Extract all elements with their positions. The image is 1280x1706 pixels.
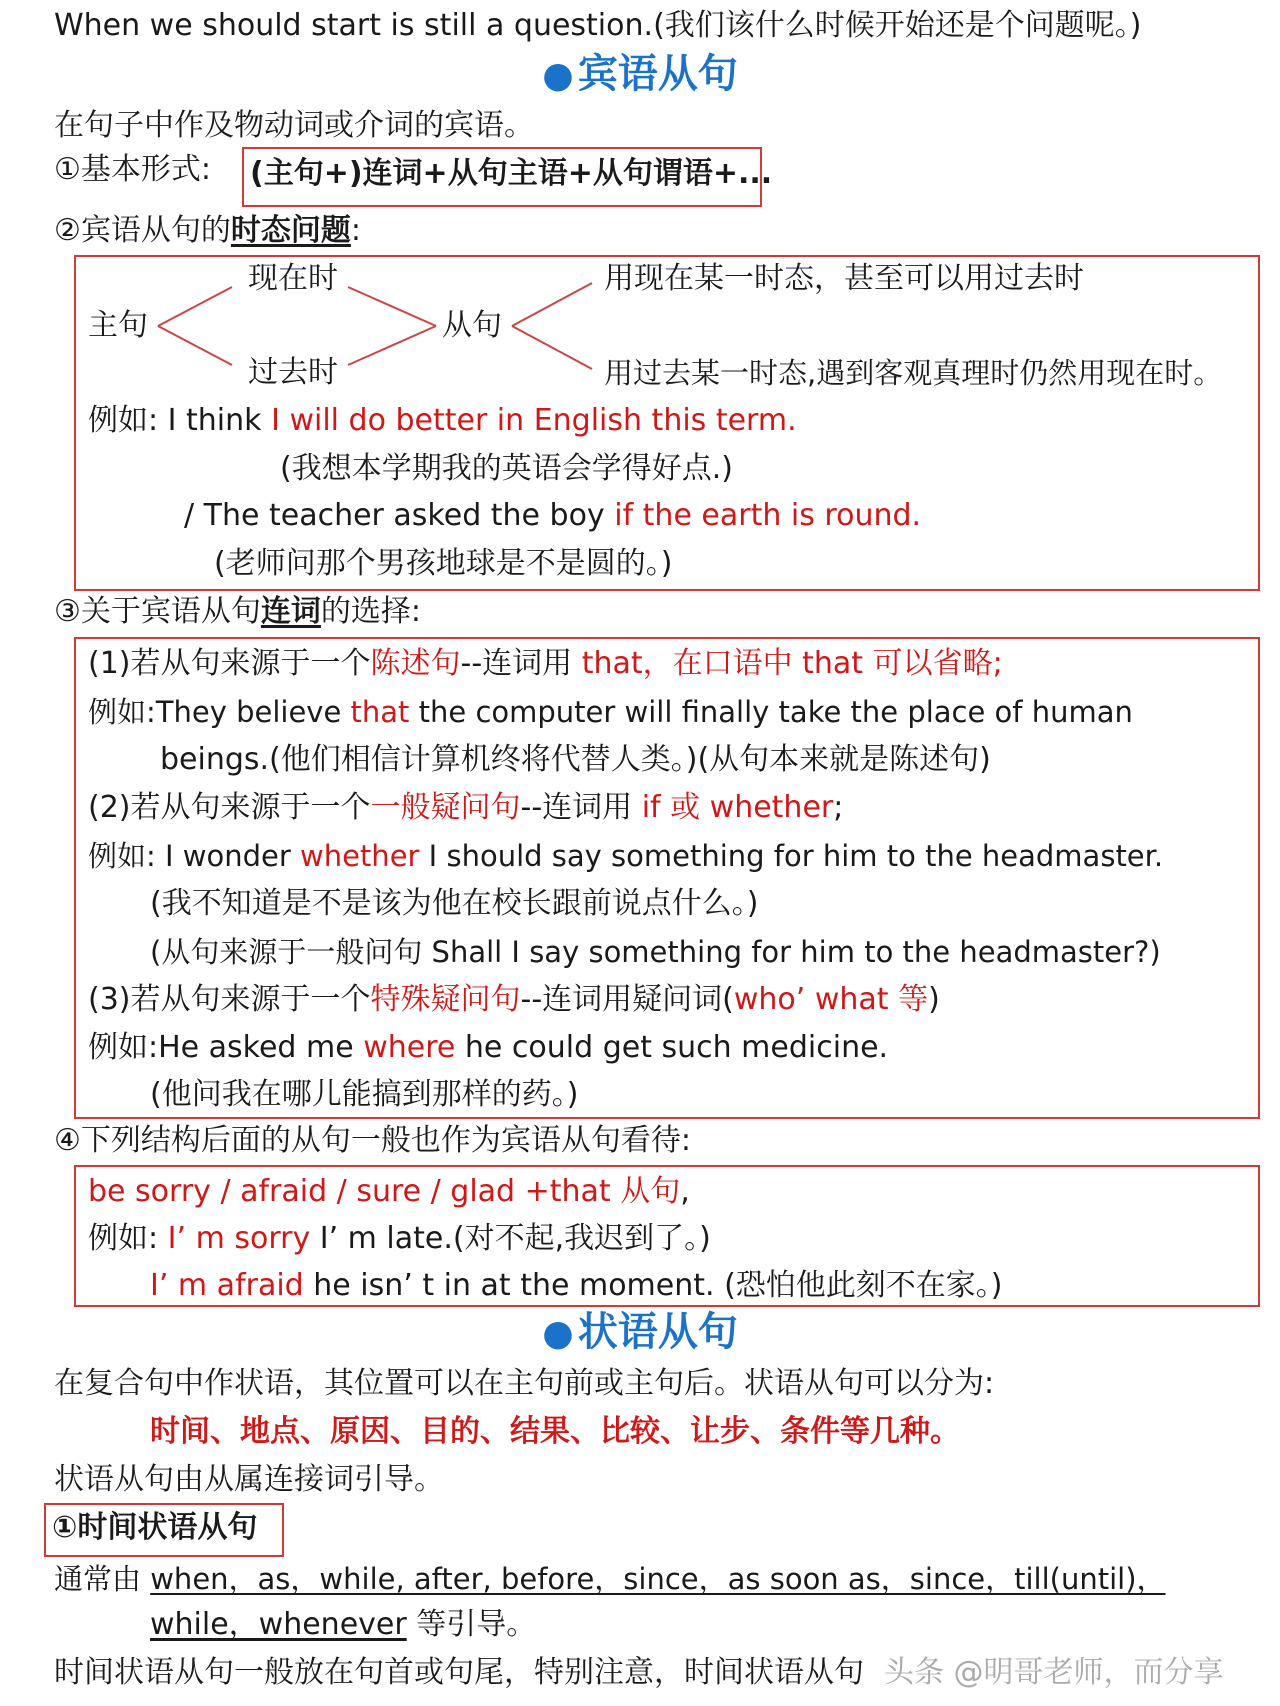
r1-b: 陈述句	[370, 646, 461, 681]
object-clause-title: 宾语从句	[577, 51, 738, 97]
line-present-sub	[348, 287, 436, 326]
s-e1-b: I’ m sorry	[167, 1221, 311, 1256]
r2-c: --连词用	[520, 790, 642, 825]
tense-label-b: 时态问题	[230, 213, 351, 248]
r3-d: who’ what 等	[733, 982, 929, 1017]
line-past-sub	[348, 326, 436, 365]
main-clause-label: 主句	[88, 308, 148, 343]
r2-d: if 或 whether	[641, 790, 834, 825]
structures-line	[88, 1172, 690, 1212]
usual-b: when，as，while, after, before，since，as soon as，since，till(until)，	[150, 1562, 1166, 1596]
bullet-dot-icon: ●	[542, 1313, 574, 1354]
e1-b: that	[350, 695, 410, 729]
r1-d: that，在口语中 that 可以省略;	[581, 646, 1003, 681]
e2-a: 例如: I wonder	[88, 839, 300, 873]
present-tense-label: 现在时	[248, 261, 338, 296]
r2-e: ;	[833, 790, 844, 825]
section-title-adverbial-clause	[0, 1306, 1280, 1360]
e2-c: I should say something for him to the headmaster.	[419, 839, 1164, 873]
past-rule: 用过去某一时态,遇到客观真理时仍然用现在时。	[604, 356, 1223, 390]
structures-example-1	[88, 1219, 711, 1259]
conj-example-3	[88, 1028, 888, 1068]
conj-example-2-cn2: (从句来源于一般问句 Shall I say something for him to the headmaster?)	[150, 935, 1161, 969]
tense-label-c: :	[350, 213, 362, 248]
struct-l1-end: ,	[680, 1174, 690, 1209]
time-conjunctions-line-2	[150, 1605, 536, 1645]
ex1-red: I will do better in English this term.	[271, 403, 797, 438]
conj-label-a: ③关于宾语从句	[54, 594, 261, 629]
tense-example-2-cn: (老师问那个男孩地球是不是圆的。)	[214, 546, 673, 581]
r2-b: 一般疑问句	[370, 790, 521, 825]
basic-form-formula: (主句+)连词+从句主语+从句谓语+...	[250, 156, 773, 191]
conj-example-1-cont: beings.(他们相信计算机终将代替人类。)(从句本来就是陈述句)	[160, 742, 991, 777]
usual-a: 通常由	[54, 1562, 151, 1596]
r3-a: (3)若从句来源于一个	[88, 982, 371, 1017]
line-sub-present-rule	[512, 283, 592, 326]
ex1-prefix: 例如: I think	[88, 403, 272, 438]
structures-example-2	[150, 1266, 1002, 1306]
s-e1-c: I’ m late.(对不起,我迟到了。)	[310, 1221, 711, 1256]
time-clause-position-note: 时间状语从句一般放在句首或句尾，特别注意，时间状语从句	[54, 1655, 864, 1690]
tense-example-2	[184, 496, 921, 536]
e3-b: where	[363, 1030, 456, 1065]
conj-example-2	[88, 836, 1163, 876]
s-e2-c: he isn’ t in at the moment. (恐怕他此刻不在家。)	[303, 1268, 1003, 1303]
time-clause-label: ①时间状语从句	[52, 1510, 258, 1545]
ex2-red: if the earth is round.	[614, 498, 922, 533]
bullet-dot-icon: ●	[542, 55, 574, 96]
e1-a: 例如:They believe	[88, 695, 351, 729]
sub-clause-label: 从句	[442, 308, 502, 343]
e2-b: whether	[300, 839, 420, 873]
conjunction-label	[54, 592, 421, 632]
adverbial-types: 时间、地点、原因、目的、结果、比较、让步、条件等几种。	[150, 1414, 960, 1449]
r3-c: --连词用疑问词(	[520, 982, 734, 1017]
usual-d: 等引导。	[406, 1607, 537, 1642]
intro-en: When we should start is still a question.	[54, 8, 654, 43]
r3-b: 特殊疑问句	[370, 982, 521, 1017]
conj-example-2-cn1: (我不知道是不是该为他在校长跟前说点什么。)	[150, 886, 759, 921]
r1-a: (1)若从句来源于一个	[88, 646, 371, 681]
adverbial-intro: 状语从句由从属连接词引导。	[54, 1462, 444, 1497]
struct-l1: be sorry / afraid / sure / glad +that 从句	[88, 1174, 681, 1209]
conj-rule-1	[88, 644, 1003, 684]
e3-a: 例如:He asked me	[88, 1030, 364, 1065]
conj-rule-3	[88, 980, 940, 1020]
line-sub-past-rule	[512, 326, 592, 369]
e3-c: he could get such medicine.	[455, 1030, 889, 1065]
conj-rule-2	[88, 788, 843, 828]
adverbial-clause-title: 状语从句	[577, 1309, 738, 1355]
adverbial-definition: 在复合句中作状语，其位置可以在主句前或主句后。状语从句可以分为:	[54, 1366, 995, 1401]
r1-c: --连词用	[460, 646, 582, 681]
line-main-past	[158, 326, 232, 365]
object-clause-definition: 在句子中作及物动词或介词的宾语。	[54, 108, 534, 143]
ex2-prefix: / The teacher asked the boy	[184, 498, 615, 533]
s-e2-b: I’ m afraid	[150, 1268, 304, 1303]
basic-form-label: ①基本形式:	[54, 152, 212, 187]
tense-label-a: ②宾语从句的	[54, 213, 231, 248]
intro-cn: (我们该什么时候开始还是个问题呢。)	[653, 8, 1142, 43]
conj-label-c: 的选择:	[320, 594, 422, 629]
watermark-text: 头条 @明哥老师，而分享	[884, 1655, 1224, 1690]
past-tense-label: 过去时	[248, 355, 338, 390]
r3-e: )	[928, 982, 940, 1017]
time-conjunctions-line-1	[54, 1559, 1166, 1599]
present-rule: 用现在某一时态，甚至可以用过去时	[604, 261, 1084, 296]
conj-example-1	[88, 692, 1133, 732]
tense-example-1-cn: (我想本学期我的英语会学得好点.)	[280, 451, 733, 486]
tense-example-1	[88, 401, 797, 441]
conj-label-b: 连词	[260, 594, 321, 629]
usual-c: while，whenever	[150, 1607, 407, 1642]
conj-example-3-cn: (他问我在哪儿能搞到那样的药。)	[150, 1077, 579, 1112]
r2-a: (2)若从句来源于一个	[88, 790, 371, 825]
structures-label: ④下列结构后面的从句一般也作为宾语从句看待:	[54, 1123, 692, 1158]
line-main-present	[158, 287, 232, 326]
s-e1-a: 例如:	[88, 1221, 168, 1256]
e1-c: the computer will finally take the place of human	[409, 695, 1133, 729]
